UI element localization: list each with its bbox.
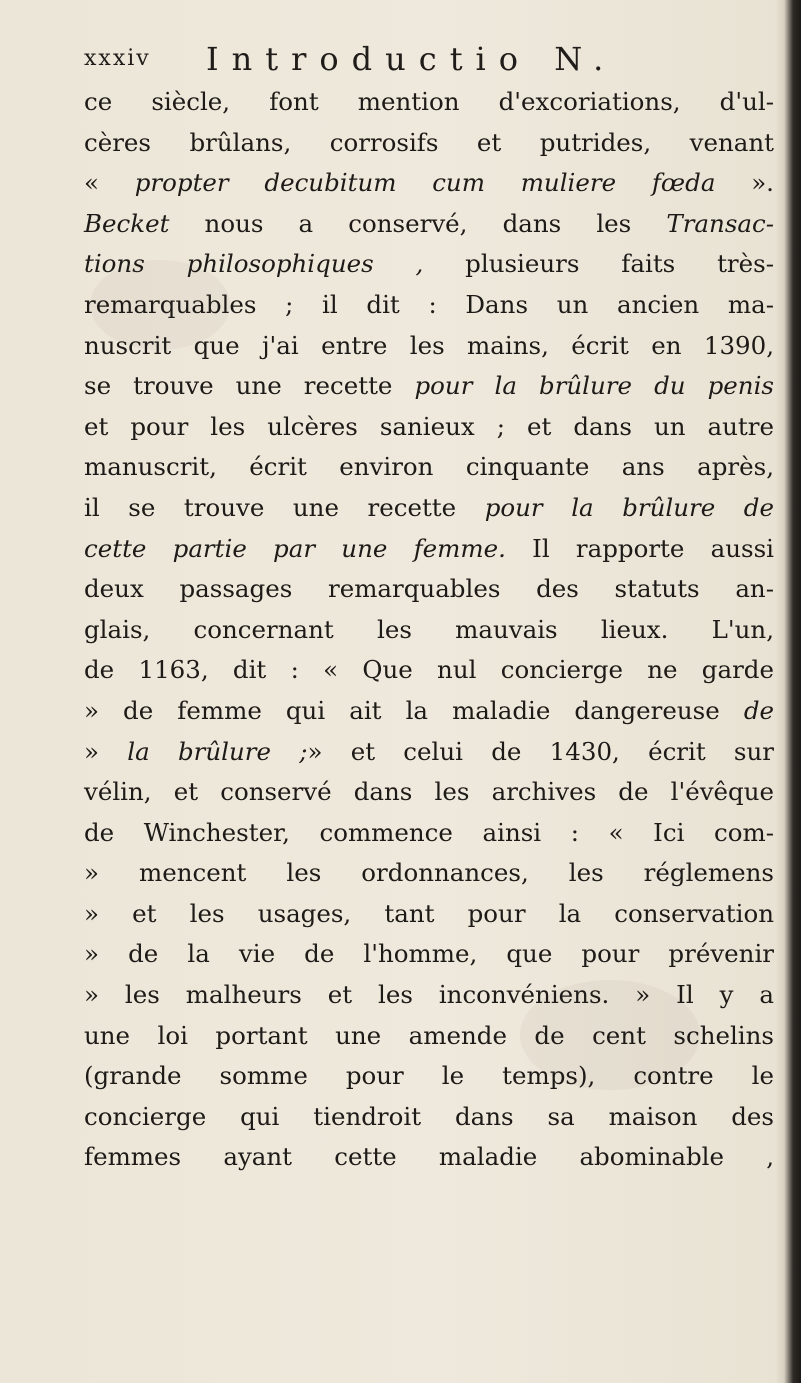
text-segment: ce siècle, font mention d'excoriations, d'ul- <box>84 87 774 116</box>
page-header <box>84 36 774 80</box>
text-line <box>84 204 774 245</box>
italic-text: pour la brûlure de <box>484 492 774 522</box>
text-segment: » <box>84 736 128 766</box>
text-segment: » les malheurs et les inconvéniens. » Il y a <box>84 980 774 1010</box>
page-edge-shadow <box>775 0 801 1383</box>
text-line <box>84 529 774 570</box>
text-segment: glais, concernant les mauvais lieux. L'un, <box>84 614 774 644</box>
text-segment: nous a conservé, dans les <box>169 208 667 238</box>
text-segment: une loi portant une amende de cent schelins <box>84 1020 774 1050</box>
text-line <box>84 610 774 651</box>
text-segment: nuscrit que j'ai entre les mains, écrit en 1390, <box>84 330 774 360</box>
text-segment: » et les usages, tant pour la conservation <box>84 898 774 928</box>
text-segment: il se trouve une recette <box>84 492 485 522</box>
text-segment: » et celui de 1430, écrit sur <box>307 736 775 766</box>
running-head: Introductio N. <box>206 40 617 78</box>
text-segment: de Winchester, commence ainsi : « Ici com- <box>84 817 774 847</box>
text-segment: remarquables ; il dit : Dans un ancien ma- <box>84 289 774 319</box>
italic-text: Transac- <box>666 208 774 238</box>
text-segment: vélin, et conservé dans les archives de l'évêque <box>84 777 774 807</box>
text-line <box>84 772 774 813</box>
body-text <box>84 82 774 1178</box>
italic-text: la brûlure ; <box>127 736 308 766</box>
italic-text: Becket <box>84 208 170 238</box>
page-number: xxxiv <box>84 46 151 71</box>
text-line <box>84 285 774 326</box>
italic-text: tions philosophiques , <box>84 249 424 279</box>
text-segment: concierge qui tiendroit dans sa maison des <box>84 1101 774 1131</box>
text-segment: se trouve une recette <box>84 371 415 401</box>
text-segment: (grande somme pour le temps), contre le <box>84 1061 774 1091</box>
text-segment: femmes ayant cette maladie abominable , <box>84 1142 774 1172</box>
text-segment: cères brûlans, corrosifs et putrides, venant <box>84 127 774 157</box>
text-segment: de 1163, dit : « Que nul concierge ne garde <box>84 655 774 685</box>
text-line <box>84 1137 774 1178</box>
text-line <box>84 975 774 1016</box>
italic-text: cette partie par une femme. <box>84 533 506 563</box>
text-line <box>84 244 774 285</box>
italic-text: pour la brûlure du penis <box>414 371 774 401</box>
text-line <box>84 123 774 164</box>
text-line <box>84 650 774 691</box>
text-line <box>84 1097 774 1138</box>
text-segment: et pour les ulcères sanieux ; et dans un autre <box>84 411 774 441</box>
text-line <box>84 447 774 488</box>
text-line <box>84 894 774 935</box>
text-line <box>84 407 774 448</box>
text-line <box>84 813 774 854</box>
text-segment: » de femme qui ait la maladie dangereuse <box>84 695 744 725</box>
italic-text: propter decubitum cum muliere fœda <box>134 168 716 198</box>
text-segment: « <box>84 168 135 198</box>
text-line <box>84 1016 774 1057</box>
text-line <box>84 934 774 975</box>
text-segment: plusieurs faits très- <box>423 249 774 279</box>
text-line <box>84 569 774 610</box>
text-line <box>84 326 774 367</box>
text-segment: ». <box>715 168 774 198</box>
text-segment: manuscrit, écrit environ cinquante ans après, <box>84 452 774 482</box>
text-line <box>84 1056 774 1097</box>
text-line <box>84 691 774 732</box>
text-line <box>84 732 774 773</box>
text-segment: » mencent les ordonnances, les réglemens <box>84 858 774 888</box>
text-segment: deux passages remarquables des statuts an- <box>84 574 774 604</box>
italic-text: de <box>743 695 774 725</box>
text-line <box>84 82 774 123</box>
text-segment: » de la vie de l'homme, que pour prévenir <box>84 939 774 969</box>
text-line <box>84 366 774 407</box>
text-line <box>84 488 774 529</box>
text-segment: Il rapporte aussi <box>505 533 774 563</box>
text-line <box>84 853 774 894</box>
text-line <box>84 163 774 204</box>
